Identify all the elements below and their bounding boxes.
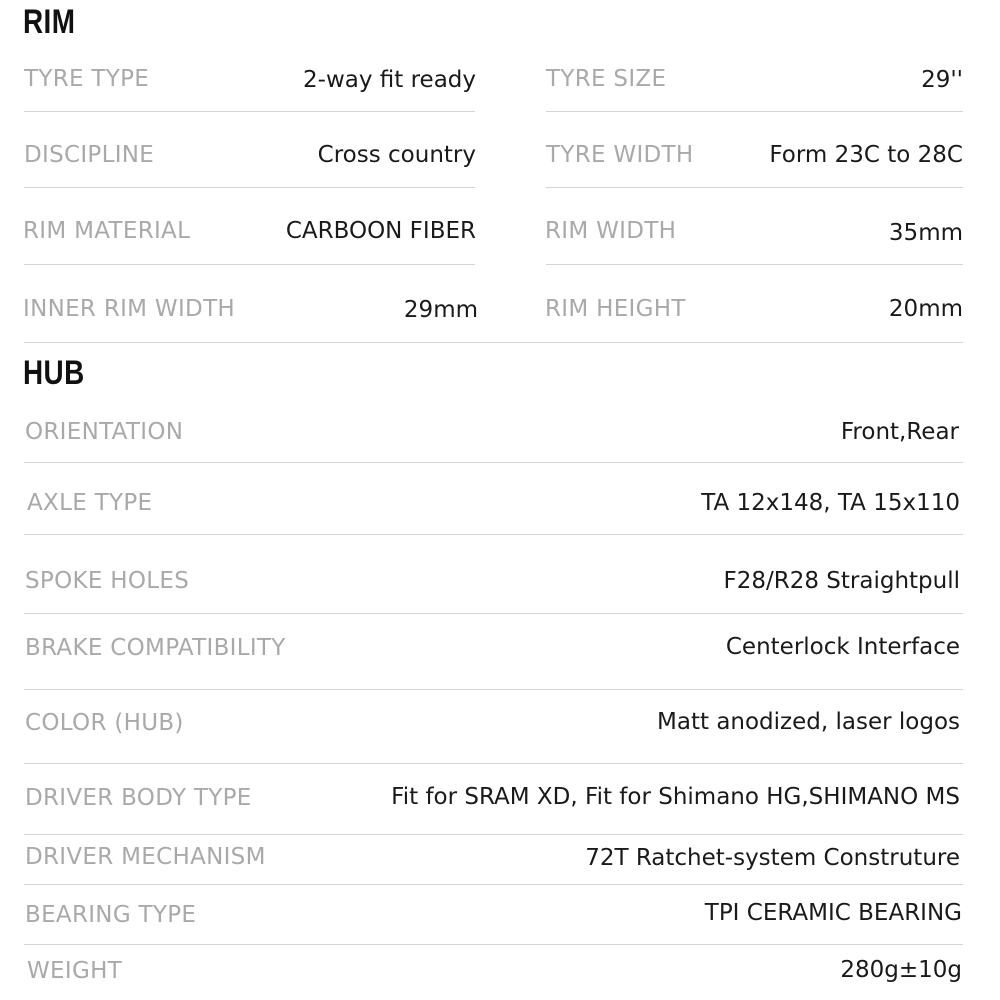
spec-value-tyre-width: Form 23C to 28C [769,142,963,168]
spec-label-brake-compatibility: BRAKE COMPATIBILITY [25,635,286,661]
spec-value-driver-body-type: Fit for SRAM XD, Fit for Shimano HG,SHIMANO MS [391,784,960,810]
spec-value-inner-rim-width: 29mm [403,297,478,323]
divider [24,834,963,835]
divider [24,534,963,535]
divider [546,111,963,112]
spec-value-orientation: Front,Rear [840,419,959,445]
spec-label-spoke-holes: SPOKE HOLES [25,568,190,594]
divider [24,187,475,188]
spec-label-discipline: DISCIPLINE [24,142,155,168]
spec-value-bearing-type: TPI CERAMIC BEARING [704,900,962,926]
divider [546,264,963,265]
spec-value-weight: 280g±10g [840,957,962,983]
divider [24,111,475,112]
spec-label-rim-width: RIM WIDTH [545,218,677,244]
spec-value-rim-material: CARBOON FIBER [285,218,476,244]
spec-label-tyre-width: TYRE WIDTH [546,142,694,168]
spec-value-discipline: Cross country [317,142,476,168]
spec-label-bearing-type: BEARING TYPE [25,902,197,928]
spec-label-weight: WEIGHT [27,958,123,984]
spec-value-axle-type: TA 12x148, TA 15x110 [701,490,960,516]
spec-value-rim-height: 20mm [888,296,963,322]
divider [24,264,475,265]
divider [24,763,963,764]
spec-value-tyre-size: 29'' [921,67,963,93]
divider [24,613,963,614]
divider [24,944,963,945]
rim-section-heading: RIM [23,3,76,41]
divider [24,884,963,885]
spec-label-axle-type: AXLE TYPE [27,490,153,516]
spec-label-color-hub: COLOR (HUB) [25,710,184,736]
spec-label-orientation: ORIENTATION [25,419,184,445]
spec-value-spoke-holes: F28/R28 Straightpull [723,568,960,594]
divider [546,187,963,188]
spec-label-inner-rim-width: INNER RIM WIDTH [23,296,236,322]
spec-value-driver-mechanism: 72T Ratchet-system Construture [585,845,960,871]
spec-label-tyre-type: TYRE TYPE [24,66,150,92]
spec-value-tyre-type: 2-way fit ready [303,67,476,93]
spec-label-driver-mechanism: DRIVER MECHANISM [25,844,266,870]
divider [24,342,963,343]
spec-label-rim-material: RIM MATERIAL [23,218,191,244]
spec-label-rim-height: RIM HEIGHT [545,296,686,322]
spec-value-brake-compatibility: Centerlock Interface [725,634,960,660]
spec-label-driver-body-type: DRIVER BODY TYPE [25,785,252,811]
spec-label-tyre-size: TYRE SIZE [546,66,667,92]
hub-section-heading: HUB [23,354,85,392]
spec-value-rim-width: 35mm [888,220,963,246]
divider [24,462,963,463]
divider [24,689,963,690]
spec-value-color-hub: Matt anodized, laser logos [657,709,960,735]
